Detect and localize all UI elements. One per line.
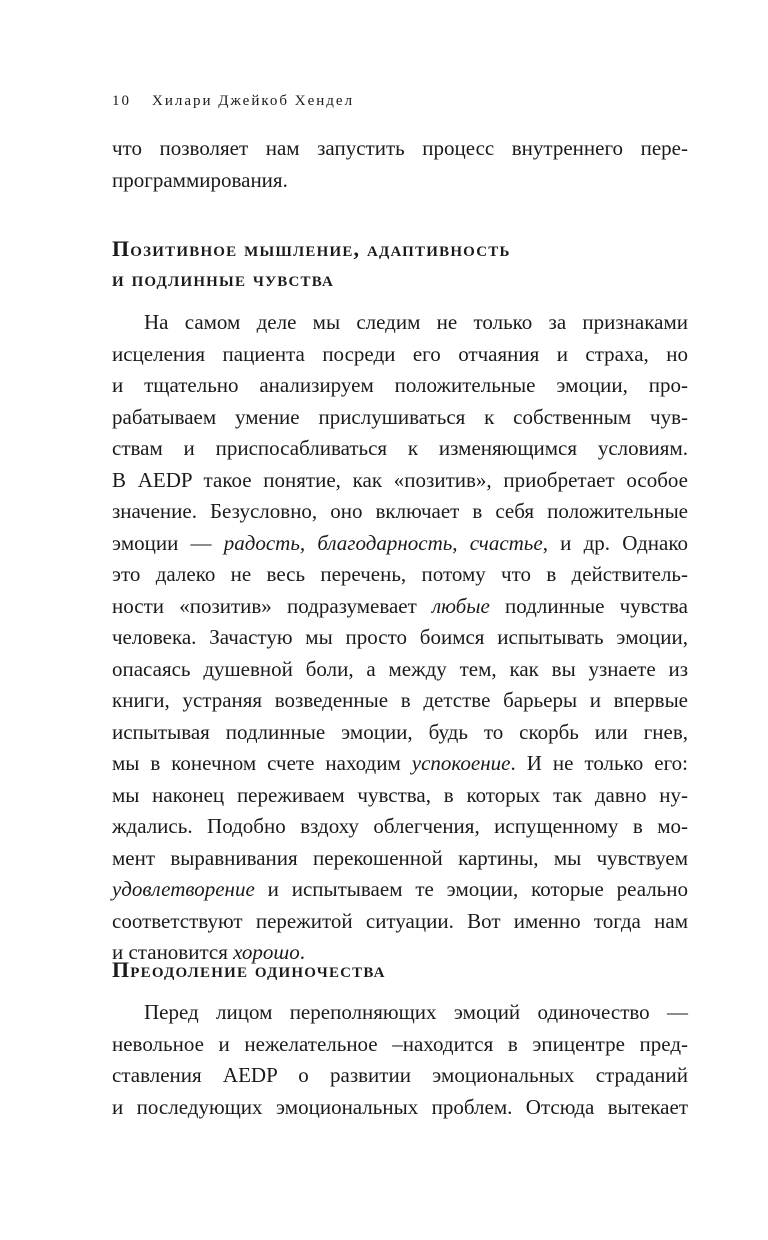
section1-paragraph [112, 307, 688, 969]
section2-paragraph [112, 997, 688, 1123]
text-run: ности «позитив» подразумевает [112, 593, 433, 618]
text-line: невольное и нежелательное –находится в эпицентре пред- [112, 1031, 688, 1056]
text-line: мы наконец переживаем чувства, в которых так давно ну- [112, 782, 688, 807]
text-line: На самом деле мы следим не только за признаками [144, 310, 688, 334]
text-line: соответствуют пережитой ситуации. Вот именно тогда нам [112, 908, 688, 933]
section-heading-positive-thinking [112, 234, 688, 294]
heading-line: Позитивное мышление, адаптивность [112, 236, 511, 261]
text-run: и испытываем те эмоции, которые реально [254, 877, 688, 901]
intro-paragraph [112, 133, 688, 196]
text-run: мы в конечном счете находим [112, 751, 412, 775]
text-line: мент выравнивания перекошенной картины, мы чувствуем [112, 845, 688, 870]
text-run: подлинные чувства [489, 593, 688, 618]
text-line: что позволяет нам запустить процесс внутреннего пере- [112, 136, 688, 160]
text-line: ждались. Подобно вздоху облегчения, испущенному в мо- [112, 814, 688, 838]
italic-emphasis: радость, благодарность, счастье [223, 530, 543, 555]
text-line: В AEDP такое понятие, как «позитив», приобретает особое [112, 467, 688, 492]
text-run: , и др. Однако [542, 530, 688, 555]
text-line: и последующих эмоциональных проблем. Отсюда вытекает [112, 1094, 688, 1119]
italic-emphasis: удовлетворение [112, 877, 255, 901]
text-line [112, 748, 688, 780]
text-line: и тщательно анализируем положительные эмоции, про- [112, 373, 688, 397]
text-line: ставления AEDP о развитии эмоциональных страданий [112, 1063, 688, 1087]
text-line [112, 528, 688, 560]
text-line: ствам и приспосабливаться к изменяющимся условиям. [112, 436, 688, 460]
text-line: исцеления пациента посреди его отчаяния и страха, но [112, 341, 688, 366]
text-line: опасаясь душевной боли, а между тем, как вы узнаете из [112, 656, 688, 681]
text-run: эмоции — [112, 530, 224, 555]
text-line [112, 874, 688, 906]
text-line: испытывая подлинные эмоции, будь то скорбь или гнев, [112, 719, 688, 744]
heading-line: и подлинные чувства [112, 266, 335, 291]
text-line [112, 591, 688, 623]
text-line: книги, устраняя возведенные в детстве барьеры и впервые [112, 688, 688, 712]
text-line: Перед лицом переполняющих эмоций одиночество — [144, 1000, 688, 1024]
italic-emphasis: успокоение [411, 751, 511, 775]
text-line: человека. Зачастую мы просто боимся испытывать эмоции, [112, 625, 688, 649]
author-name: Хилари Джейкоб Хендел [152, 93, 355, 109]
text-line: значение. Безусловно, оно включает в себя положительные [112, 499, 688, 523]
running-head [112, 93, 354, 110]
section-heading-overcoming-loneliness [112, 955, 688, 985]
text-line: программирования. [112, 167, 288, 192]
text-run: . [299, 940, 306, 964]
page-number: 10 [112, 93, 131, 109]
italic-emphasis: хорошо [233, 940, 300, 964]
italic-emphasis: любые [432, 593, 490, 618]
heading-line: Преодоление одиночества [112, 957, 386, 982]
text-run: . И не только его: [510, 751, 688, 775]
text-run: и становится [112, 940, 234, 964]
text-line: рабатываем умение прислушиваться к собственным чув- [112, 404, 688, 429]
text-line: это далеко не весь перечень, потому что в действитель- [112, 562, 688, 586]
